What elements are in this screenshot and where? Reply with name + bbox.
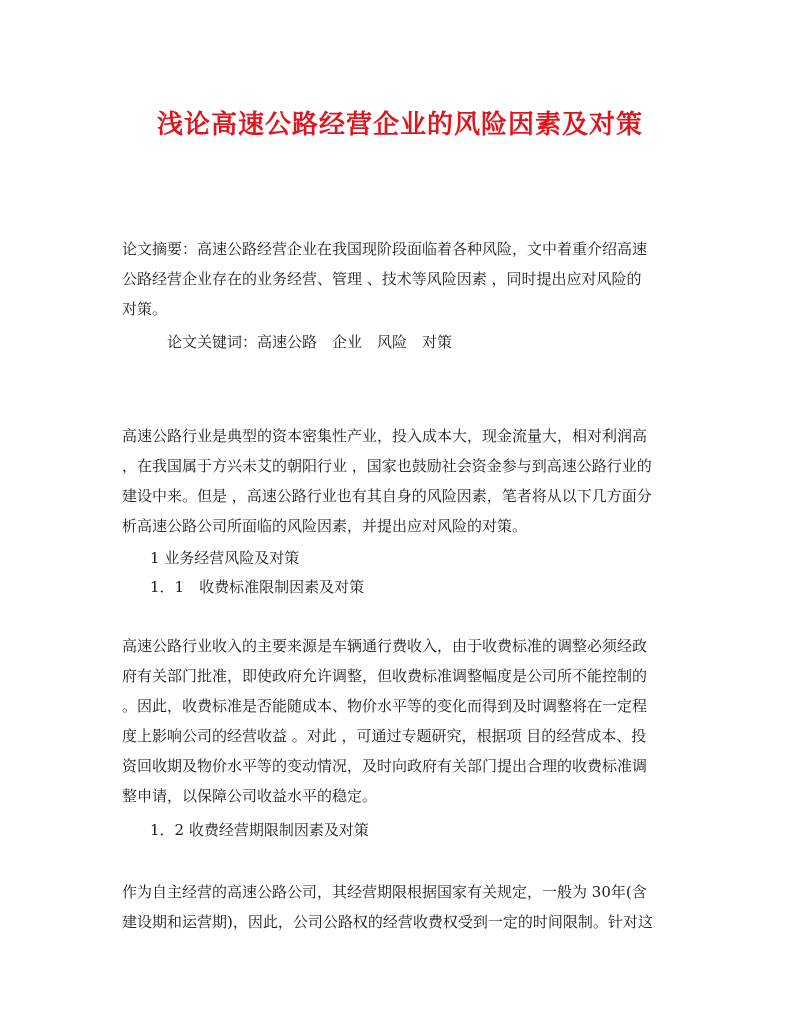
paragraph-line: 析高速公路公司所面临的风险因素，并提出应对风险的对策。 [122, 517, 528, 535]
abstract-line: 论文摘要：高速公路经营企业在我国现阶段面临着各种风险，文中着重介绍高速 [122, 240, 648, 258]
abstract-line: 对策。 [122, 300, 168, 318]
abstract-line: 公路经营企业存在的业务经营、管理 、技术等风险因素 ，同时提出应对风险的 [122, 270, 642, 288]
paragraph-line: 整申请，以保障公司收益水平的稳定。 [122, 787, 378, 805]
paragraph-intro [122, 421, 682, 541]
abstract [122, 234, 682, 324]
paragraph-line: 作为自主经营的高速公路公司，其经营期限根据国家有关规定，一般为 30年(含 [122, 883, 647, 901]
document-title: 浅论高速公路经营企业的风险因素及对策 [156, 110, 643, 140]
paragraph-line: ，在我国属于方兴未艾的朝阳行业 ，国家也鼓励社会资金参与到高速公路行业的 [122, 457, 652, 475]
paragraph-line: 府有关部门批准，即使政府允许调整，但收费标准调整幅度是公司所不能控制的 [122, 667, 648, 685]
paragraph-fee-period [122, 877, 682, 937]
paragraph-line: 度上影响公司的经营收益 。对此 ，可通过专题研究，根据项 目的经营成本、投 [122, 727, 647, 745]
paragraph-line: 高速公路行业收入的主要来源是车辆通行费收入，由于收费标准的调整必须经政 [122, 637, 648, 655]
keywords: 论文关键词：高速公路 企业 风险 对策 [167, 333, 453, 351]
section-heading-1: 1 业务经营风险及对策 [150, 549, 300, 567]
paragraph-fee-standard [122, 631, 682, 811]
subsection-heading-1-2: 1．2 收费经营期限制因素及对策 [150, 821, 369, 839]
paragraph-line: 建设期和运营期)，因此，公司公路权的经营收费权受到一定的时间限制。针对这 [122, 913, 653, 931]
paragraph-line: 。因此，收费标准是否能随成本、物价水平等的变化而得到及时调整将在一定程 [122, 697, 648, 715]
paragraph-line: 高速公路行业是典型的资本密集性产业，投入成本大，现金流量大，相对利润高 [122, 427, 648, 445]
paragraph-line: 建设中来。但是 ，高速公路行业也有其自身的风险因素，笔者将从以下几方面分 [122, 487, 652, 505]
paragraph-line: 资回收期及物价水平等的变动情况，及时向政府有关部门提出合理的收费标准调 [122, 757, 648, 775]
subsection-heading-1-1: 1．1 收费标准限制因素及对策 [150, 578, 365, 596]
